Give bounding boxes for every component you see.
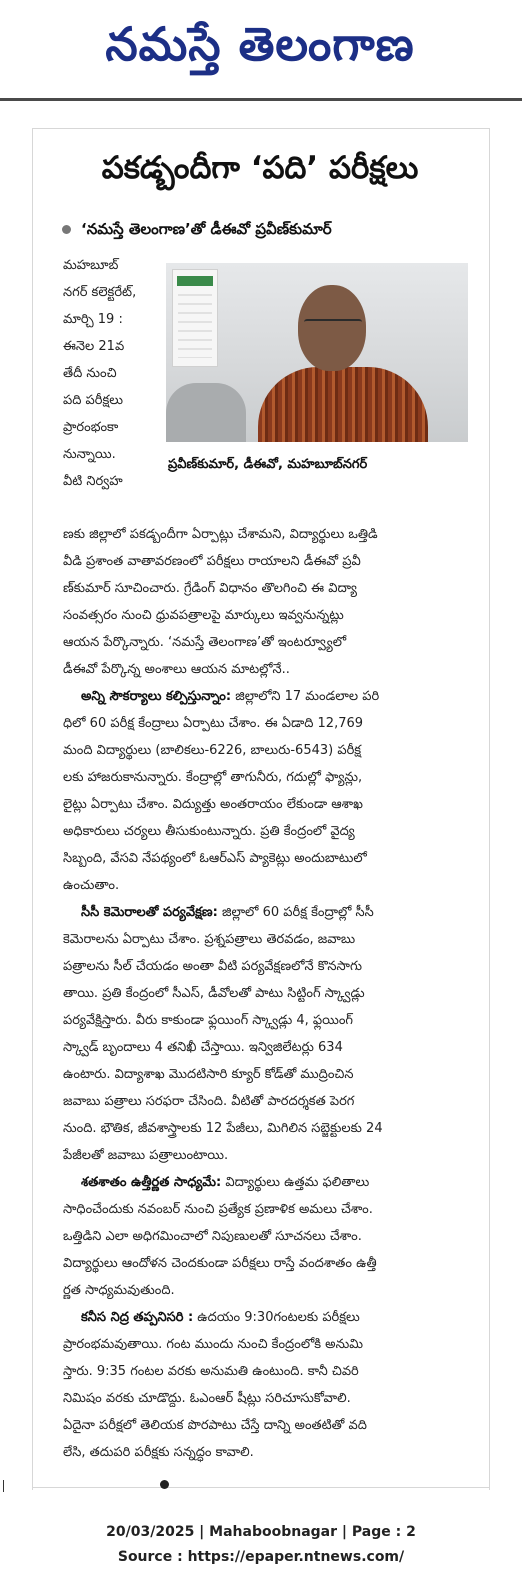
body-line: నిమిషం వరకు చూడొద్దు. ఓఎంఆర్ షీట్లు సరిచూసుకోవాలి.: [63, 1391, 351, 1406]
section-heading: అన్ని సౌకర్యాలు కల్పిస్తున్నాం:: [81, 689, 232, 704]
section-lead-line: [63, 1304, 477, 1331]
page-dot-mark: [160, 1480, 169, 1489]
body-line: కెమెరాలను ఏర్పాటు చేశాం. ప్రశ్నపత్రాలు తెరవడం, జవాబు: [63, 932, 356, 947]
body-line: డీఈవో పేర్కొన్న అంశాలు ఆయన మాటల్లోనే..: [63, 662, 290, 677]
intro-line: మార్చి 19 :: [63, 312, 123, 327]
article-body: [63, 521, 477, 1460]
body-line: నుంది. భౌతిక, జీవశాస్త్రాలకు 12 పేజీలు, మిగిలిన సబ్జెక్టులకు 24: [63, 1121, 383, 1136]
masthead: [0, 0, 522, 96]
intro-line: ఈనెల 21వ: [63, 339, 125, 354]
body-line: సాధించేందుకు నవంబర్ నుంచి ప్రత్యేక ప్రణాళిక అమలు చేశాం.: [63, 1202, 373, 1217]
body-line: లేసి, తదుపరి పరీక్షకు సన్నద్ధం కావాలి.: [63, 1445, 254, 1460]
person-head: [298, 285, 366, 371]
background-figure: [166, 383, 246, 442]
intro-line: వీటి నిర్వహ: [63, 474, 123, 489]
intro-line: ప్రారంభంకా: [63, 420, 119, 435]
section-heading: శతశాతం ఉత్తీర్ణత సాధ్యమే:: [81, 1175, 222, 1190]
body-line: ఆయన పేర్కొన్నారు. ‘నమస్తే తెలంగాణ’తో ఇంటర్వ్యూలో: [63, 635, 347, 650]
body-line: ణ్‌కుమార్ సూచించారు. గ్రేడింగ్ విధానం తొలగించి ఈ విద్యా: [63, 581, 357, 596]
body-line: ప్రారంభమవుతాయి. గంట ముందు నుంచి కేంద్రంలోకి అనుమి: [63, 1337, 363, 1352]
newspaper-logo: నమస్తే తెలంగాణ: [105, 17, 415, 71]
body-line: ఉంటారు. విద్యాశాఖ మొదటిసారి క్యూర్ కోడ్‌తో ముద్రించిన: [63, 1067, 354, 1082]
section-heading: సీసీ కెమెరాలతో పర్యవేక్షణ:: [81, 905, 218, 920]
intro-line: పది పరీక్షలు: [63, 393, 124, 408]
intro-line: మహబూబ్: [63, 258, 119, 273]
body-line: మంది విద్యార్థులు (బాలికలు-6226, బాలురు-6543) పరీక్ష: [63, 743, 362, 758]
body-line: స్తారు. 9:35 గంటల వరకు అనుమతి ఉంటుంది. కానీ చివరి: [63, 1364, 359, 1379]
article-kicker: [62, 214, 482, 244]
intro-line: నగర్ కలెక్టరేట్,: [63, 285, 137, 300]
body-line: అధికారులు చర్యలు తీసుకుంటున్నారు. ప్రతి కేంద్రంలో వైద్య: [63, 824, 355, 839]
body-line: వీడి ప్రశాంత వాతావరణంలో పరీక్షలు రాయాలని డీఈవో ప్రవీ: [63, 554, 361, 569]
section-lead-text: ఉదయం 9:30గంటలకు పరీక్షలు: [193, 1310, 360, 1325]
body-line: ఒత్తిడిని ఎలా అధిగమించాలో నిపుణులతో సూచనలు చేశాం.: [63, 1229, 362, 1244]
body-line: విద్యార్థులు ఆందోళన చెందకుండా పరీక్షలు రాస్తే వందశాతం ఉత్తీ: [63, 1256, 377, 1271]
article-photo: [166, 263, 468, 442]
body-line: సిబ్బంది, వేసవి నేపథ్యంలో ఓఆర్ఎస్ ప్యాకెట్లు అందుబాటులో: [63, 851, 367, 866]
body-line: ణకు జిల్లాలో పకడ్బందీగా ఏర్పాట్లు చేశామని, విద్యార్థులు ఒత్తిడి: [63, 527, 378, 542]
section-heading: కనీస నిద్ర తప్పనిసరి :: [81, 1310, 194, 1325]
photo-caption: ప్రవీణ్‌కుమార్, డీఈవో, మహబూబ్‌నగర్: [168, 457, 368, 472]
section-lead-text: జిల్లాలోని 17 మండలాల పరి: [231, 689, 380, 704]
body-line: పేజీలతో జవాబు పత్రాలుంటాయి.: [63, 1148, 229, 1163]
body-line: జవాబు పత్రాలు సరఫరా చేసింది. వీటితో పారదర్శకత పెరగ: [63, 1094, 355, 1109]
person-shirt: [258, 367, 428, 442]
person-glasses: [304, 319, 362, 327]
masthead-rule: [0, 98, 522, 101]
section-lead-line: [63, 1169, 477, 1196]
frame-divider-bottom: [32, 1487, 490, 1488]
frame-divider-top: [32, 128, 490, 129]
body-line: తాయి. ప్రతి కేంద్రంలో సీఎస్, డీవోలతో పాటు సిట్టింగ్ స్క్వాడ్లు: [63, 986, 365, 1001]
intro-line: నున్నాయి.: [63, 447, 116, 462]
body-line: స్క్వాడ్ బృందాలు 4 తనిఖీ చేస్తాయి. ఇన్విజిలేటర్లు 634: [63, 1040, 343, 1055]
wall-calendar: [172, 269, 218, 367]
footer-date-edition: 20/03/2025 | Mahaboobnagar | Page : 2: [106, 1524, 416, 1540]
body-line: ఏదైనా పరీక్షలో తెలియక పొరపాటు చేస్తే దాన్ని అంతటితో వది: [63, 1418, 367, 1433]
body-line: లకు హాజరుకానున్నారు. కేంద్రాల్లో తాగునీరు, గదుల్లో ఫ్యాన్లు,: [63, 770, 363, 785]
body-line: ర్ణత సాధ్యమవుతుంది.: [63, 1283, 175, 1298]
body-line: ధిలో 60 పరీక్ష కేంద్రాలు ఏర్పాటు చేశాం. ఈ ఏడాది 12,769: [63, 716, 364, 731]
page-edge-mark: [3, 1480, 4, 1492]
section-lead-text: జిల్లాలో 60 పరీక్ష కేంద్రాల్లో సీసీ: [217, 905, 374, 920]
section-lead-line: [63, 683, 477, 710]
body-line: లైట్లు ఏర్పాటు చేశాం. విద్యుత్తు అంతరాయం లేకుండా ఆశాఖ: [63, 797, 363, 812]
body-line: పర్యవేక్షిస్తారు. వీరు కాకుండా ఫ్లయింగ్ స్క్వాడ్లు 4, ఫ్లయింగ్: [63, 1013, 353, 1028]
intro-line: తేదీ నుంచి: [63, 366, 117, 381]
body-line: ఉంచుతాం.: [63, 878, 120, 893]
section-lead-text: విద్యార్థులు ఉత్తమ ఫలితాలు: [221, 1175, 370, 1190]
bullet-icon: [62, 225, 71, 234]
article-intro-column: [63, 252, 165, 522]
body-line: సంవత్సరం నుంచి ధ్రువపత్రాలపై మార్కులు ఇవ్వనున్నట్లు: [63, 608, 344, 623]
body-line: పత్రాలను సీల్ చేయడం అంతా వీటి పర్యవేక్షణలోనే కొనసాగు: [63, 959, 363, 974]
footer-source: Source : https://epaper.ntnews.com/: [117, 1549, 405, 1565]
article-headline: పకడ్బందీగా ‘పది’ పరీక్షలు: [101, 150, 419, 186]
section-lead-line: [63, 899, 477, 926]
kicker-text: ‘నమస్తే తెలంగాణ’తో డీఈవో ప్రవీణ్‌కుమార్: [81, 220, 332, 238]
